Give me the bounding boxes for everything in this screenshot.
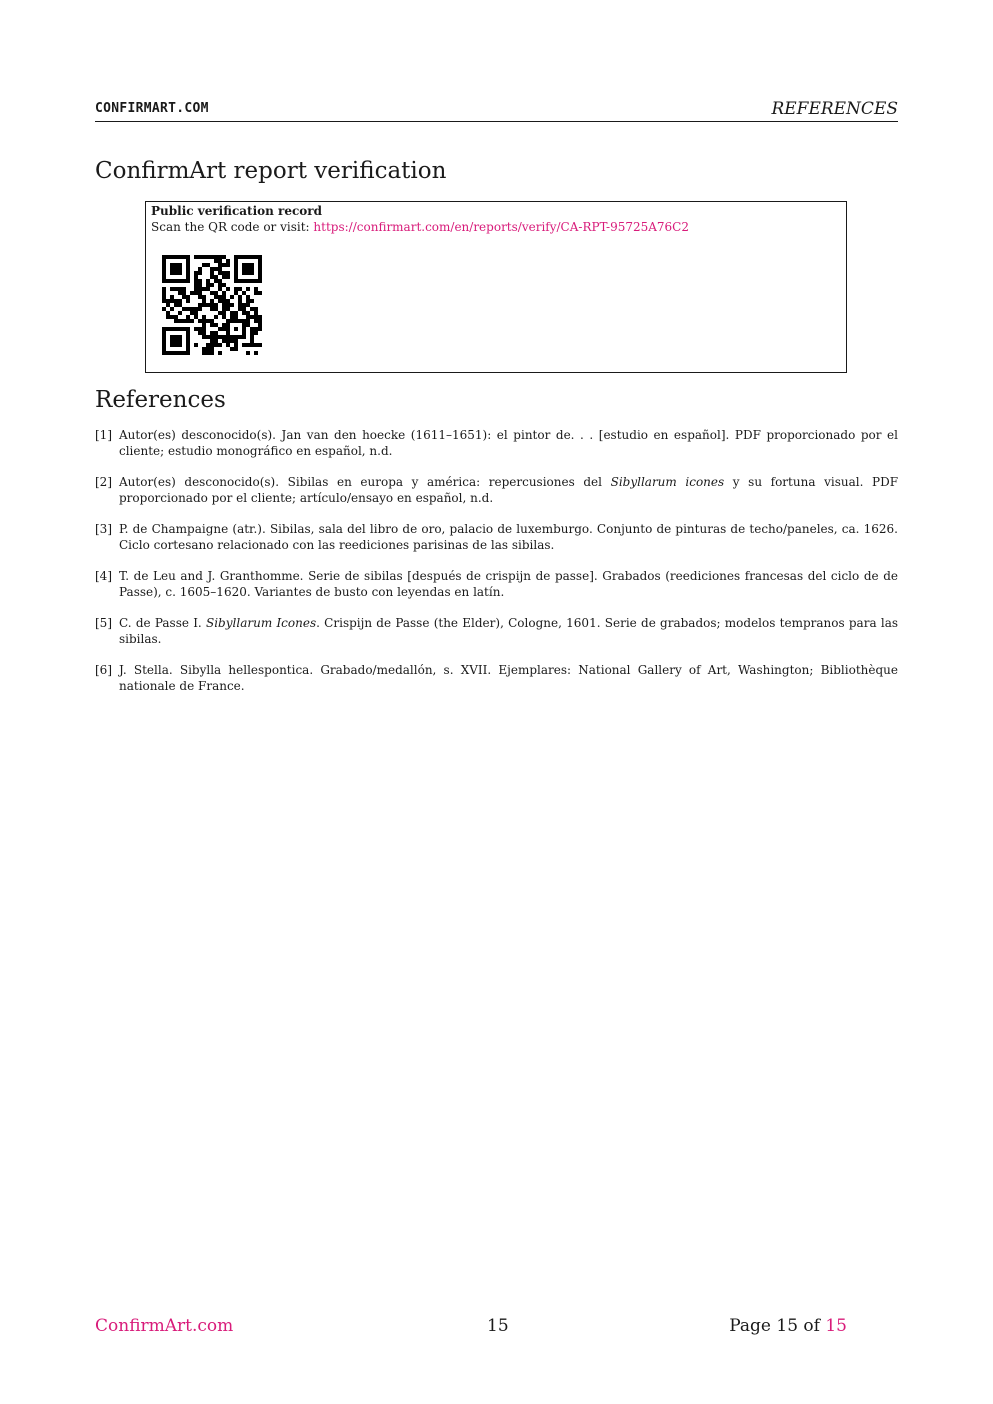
reference-number: [4] <box>95 569 112 583</box>
reference-item <box>95 662 898 694</box>
reference-item <box>95 474 898 506</box>
footer-site-link[interactable]: ConfirmArt.com <box>95 1316 234 1336</box>
running-section-title: REFERENCES <box>771 99 898 119</box>
reference-item <box>95 568 898 600</box>
confirmart-logo: CONFIRMART.COM <box>95 101 209 116</box>
reference-item <box>95 615 898 647</box>
reference-number: [5] <box>95 616 112 630</box>
reference-text: P. de Champaigne (atr.). Sibilas, sala del libro de oro, palacio de luxemburgo. Conjunto de pinturas de techo/paneles, ca. 1626. Ciclo cortesano relacionado con las reediciones parisinas de las sibilas. <box>119 522 898 552</box>
verification-heading: ConfirmArt report verification <box>95 158 447 184</box>
reference-text: Autor(es) desconocido(s). Sibilas en europa y américa: repercusiones del Sibyllarum icones y su fortuna visual. PDF proporcionado por el cliente; artículo/ensayo en español, n.d. <box>119 475 899 505</box>
reference-item <box>95 521 898 553</box>
page-header <box>95 99 898 122</box>
footer-page-number: 15 <box>487 1316 509 1336</box>
verification-record-box <box>145 201 847 373</box>
reference-number: [6] <box>95 663 112 677</box>
reference-text: T. de Leu and J. Granthomme. Serie de sibilas [después de crispijn de passe]. Grabados (reediciones francesas del ciclo de de Passe), c. 1605–1620. Variantes de busto con leyendas en latín. <box>119 569 898 599</box>
reference-number: [1] <box>95 428 112 442</box>
reference-number: [3] <box>95 522 112 536</box>
reference-text: C. de Passe I. Sibyllarum Icones. Crispijn de Passe (the Elder), Cologne, 1601. Serie de grabados; modelos tempranos para las sibilas. <box>119 616 898 646</box>
references-list <box>95 427 898 709</box>
qr-code-icon[interactable] <box>162 255 266 359</box>
reference-text: J. Stella. Sibylla hellespontica. Grabado/medallón, s. XVII. Ejemplares: National Gallery of Art, Washington; Bibliothèque nationale de France. <box>119 663 898 693</box>
verification-instructions <box>151 220 689 234</box>
verification-box-title: Public verification record <box>151 204 323 218</box>
references-heading: References <box>95 387 226 413</box>
verification-link[interactable]: https://confirmart.com/en/reports/verify/CA-RPT-95725A76C2 <box>313 220 689 234</box>
scan-text: Scan the QR code or visit: <box>151 220 310 234</box>
reference-number: [2] <box>95 475 112 489</box>
footer-page-count: Page 15 of 15 <box>729 1316 847 1336</box>
reference-item <box>95 427 898 459</box>
reference-text: Autor(es) desconocido(s). Jan van den hoecke (1611–1651): el pintor de. . . [estudio en español]. PDF proporcionado por el cliente; estudio monográfico en español, n.d. <box>119 428 898 458</box>
